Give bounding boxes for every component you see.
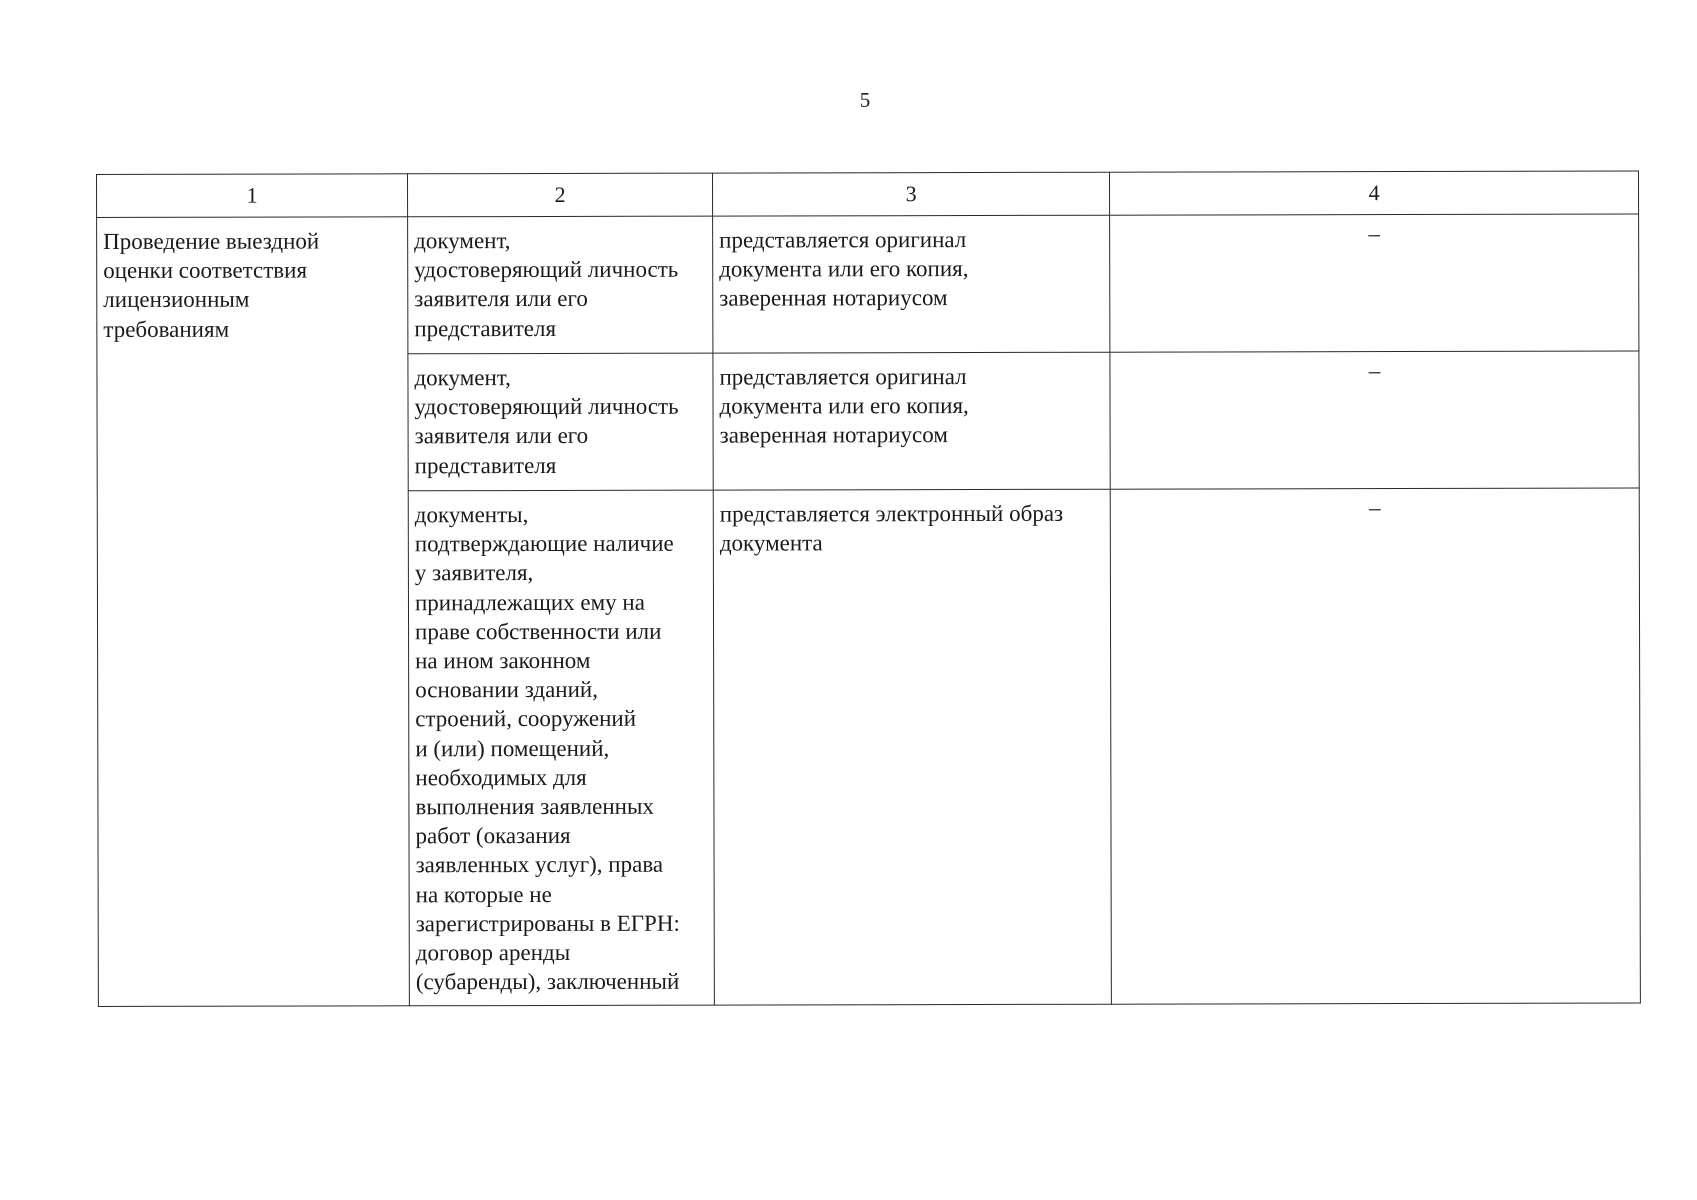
document-cell: документ, удостоверяющий личность заявителя или его представителя — [408, 353, 713, 491]
page-number: 5 — [859, 88, 871, 112]
document-cell: документы, подтверждающие наличие у заявителя, принадлежащих ему на праве собственности или на ином законном основании зданий, строений, сооружений и (или) помещений, необходимых для выполнения заявленных работ (оказания заявленных услуг), права на которые не зарегистрированы в ЕГРН: договор аренды (субаренды), заключенный — [408, 490, 714, 1006]
note-cell: – — [1110, 351, 1639, 489]
note-cell: – — [1110, 214, 1639, 352]
column-header-2: 2 — [408, 173, 713, 217]
submission-form-cell: представляется оригинал документа или его копия, заверенная нотариусом — [713, 215, 1110, 353]
column-header-4: 4 — [1109, 171, 1638, 215]
document-cell: документ, удостоверяющий личность заявителя или его представителя — [408, 216, 713, 354]
submission-form-cell: представляется оригинал документа или его копия, заверенная нотариусом — [713, 352, 1110, 490]
procedure-name-cell: Проведение выездной оценки соответствия лицензионным требованиям — [97, 217, 410, 1007]
requirements-table — [96, 170, 1641, 1006]
note-cell: – — [1110, 488, 1640, 1004]
column-header-1: 1 — [97, 174, 408, 218]
table-header-row — [97, 171, 1639, 217]
table-row — [97, 214, 1639, 354]
column-header-3: 3 — [712, 172, 1109, 216]
submission-form-cell: представляется электронный образ документа — [713, 489, 1111, 1005]
